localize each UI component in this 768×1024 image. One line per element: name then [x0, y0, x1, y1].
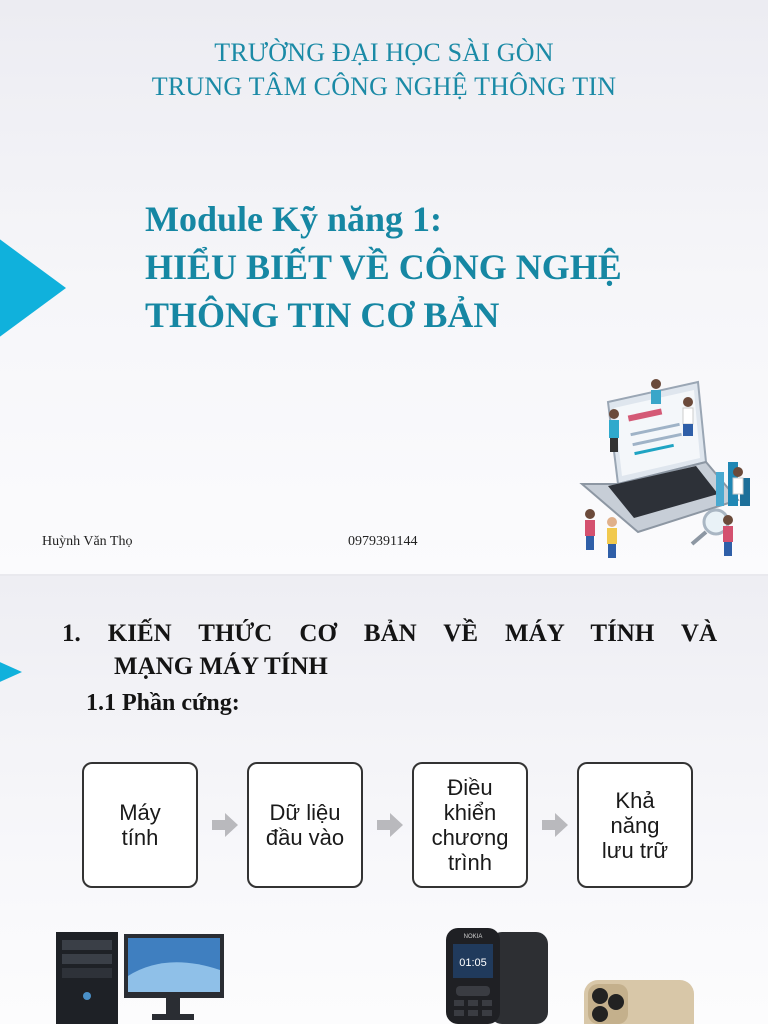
arrow-right-icon: [212, 812, 238, 838]
desktop-computer-image: [56, 932, 226, 1024]
flow-text: chương: [431, 825, 509, 850]
flow-text: đầu vào: [265, 825, 345, 850]
section-heading: [62, 620, 717, 648]
author-phone: 0979391144: [348, 534, 418, 549]
flow-text: Máy: [119, 800, 161, 825]
flow-text: khiển: [443, 800, 497, 825]
section-heading-line1: KIẾN THỨC CƠ BẢN VỀ MÁY TÍNH VÀ: [107, 620, 717, 647]
laptop-people-illustration: [578, 372, 758, 572]
smartphone-image: [584, 980, 694, 1024]
flow-text: năng: [610, 812, 660, 838]
flow-text: Khả: [615, 787, 655, 813]
flow-text: trình: [447, 850, 493, 875]
chevron-accent-icon: [0, 210, 66, 366]
subsection-heading: 1.1 Phần cứng:: [86, 690, 240, 716]
phone-brand: NOKIA: [463, 934, 483, 940]
feature-phone-image: [444, 928, 550, 1024]
arrow-right-icon: [542, 812, 568, 838]
center-name: TRUNG TÂM CÔNG NGHỆ THÔNG TIN: [151, 72, 617, 101]
module-title: Module Kỹ năng 1:: [145, 199, 443, 239]
flow-box-computer: [82, 762, 198, 888]
content-slide: [0, 576, 768, 1024]
section-heading-line2: MẠNG MÁY TÍNH: [114, 653, 328, 680]
flow-text: Điều: [447, 775, 493, 800]
phone-screen-time: 01:05: [459, 957, 487, 969]
author-name: Huỳnh Văn Thọ: [42, 534, 133, 549]
section-number: 1.: [62, 620, 81, 647]
flow-box-storage: [577, 762, 693, 888]
university-name: TRƯỜNG ĐẠI HỌC SÀI GÒN: [214, 38, 554, 67]
flow-text: Dữ liệu: [269, 800, 341, 825]
flow-text: lưu trữ: [601, 837, 669, 863]
chevron-accent-icon: [0, 644, 22, 700]
flow-text: tính: [121, 825, 159, 850]
flow-box-input-data: [247, 762, 363, 888]
arrow-right-icon: [377, 812, 403, 838]
flow-box-program-control: [412, 762, 528, 888]
module-subtitle-line2: THÔNG TIN CƠ BẢN: [145, 295, 500, 335]
module-subtitle-line1: HIỂU BIẾT VỀ CÔNG NGHỆ: [145, 247, 622, 287]
